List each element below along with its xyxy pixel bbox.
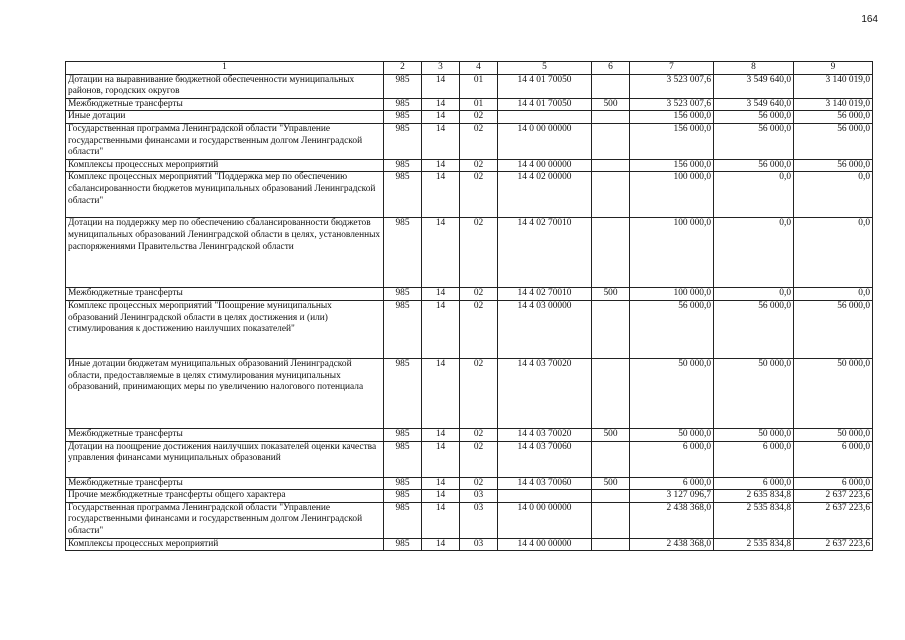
- amount-col9-cell: 56 000,0: [794, 300, 873, 358]
- amount-col8-cell: 3 549 640,0: [714, 98, 794, 111]
- subsection-code-cell: 03: [460, 538, 498, 551]
- table-body: [66, 74, 873, 551]
- gr-code-cell: 985: [384, 502, 422, 538]
- gr-code-cell: 985: [384, 300, 422, 358]
- item-name-cell: Дотации на выравнивание бюджетной обеспеченности муниципальных районов, городских округов: [66, 74, 384, 98]
- target-code-cell: 14 0 00 00000: [498, 123, 592, 159]
- expense-type-cell: [592, 74, 630, 98]
- subsection-code-cell: 02: [460, 218, 498, 288]
- amount-col7-cell: 100 000,0: [630, 218, 714, 288]
- section-code-cell: 14: [422, 428, 460, 441]
- gr-code-cell: 985: [384, 159, 422, 172]
- item-name-cell: Прочие межбюджетные трансферты общего характера: [66, 490, 384, 503]
- target-code-cell: 14 4 03 70020: [498, 358, 592, 428]
- item-name-cell: Иные дотации бюджетам муниципальных образований Ленинградской области, предоставляемые в целях стимулирования муниципальных образований, принимающих меры по увеличению налогового потенциала: [66, 358, 384, 428]
- section-code-cell: 14: [422, 441, 460, 477]
- amount-col9-cell: 56 000,0: [794, 123, 873, 159]
- amount-col8-cell: 56 000,0: [714, 300, 794, 358]
- section-code-cell: 14: [422, 490, 460, 503]
- header-cell: 6: [592, 62, 630, 75]
- amount-col7-cell: 50 000,0: [630, 358, 714, 428]
- target-code-cell: [498, 490, 592, 503]
- gr-code-cell: 985: [384, 123, 422, 159]
- amount-col9-cell: 2 637 223,6: [794, 538, 873, 551]
- amount-col9-cell: 56 000,0: [794, 111, 873, 124]
- subsection-code-cell: 02: [460, 300, 498, 358]
- header-cell: 3: [422, 62, 460, 75]
- amount-col7-cell: 156 000,0: [630, 111, 714, 124]
- header-cell: 8: [714, 62, 794, 75]
- amount-col9-cell: 0,0: [794, 288, 873, 301]
- subsection-code-cell: 01: [460, 74, 498, 98]
- amount-col9-cell: 0,0: [794, 218, 873, 288]
- item-name-cell: Комплексы процессных мероприятий: [66, 538, 384, 551]
- item-name-cell: Государственная программа Ленинградской области "Управление государственными финансами и государственным долгом Ленинградской области": [66, 123, 384, 159]
- table-row: [66, 111, 873, 124]
- amount-col7-cell: 156 000,0: [630, 159, 714, 172]
- item-name-cell: Дотации на поощрение достижения наилучших показателей оценки качества управления финансами муниципальных образований: [66, 441, 384, 477]
- subsection-code-cell: 02: [460, 441, 498, 477]
- subsection-code-cell: 02: [460, 358, 498, 428]
- gr-code-cell: 985: [384, 218, 422, 288]
- table-row: [66, 123, 873, 159]
- amount-col8-cell: 0,0: [714, 288, 794, 301]
- amount-col9-cell: 6 000,0: [794, 477, 873, 490]
- item-name-cell: Комплекс процессных мероприятий "Поддержка мер по обеспечению сбалансированности бюджетов муниципальных образований Ленинградской области": [66, 172, 384, 218]
- amount-col9-cell: 3 140 019,0: [794, 98, 873, 111]
- expense-type-cell: 500: [592, 477, 630, 490]
- amount-col7-cell: 156 000,0: [630, 123, 714, 159]
- subsection-code-cell: 02: [460, 172, 498, 218]
- subsection-code-cell: 02: [460, 111, 498, 124]
- target-code-cell: 14 4 02 70010: [498, 218, 592, 288]
- amount-col8-cell: 56 000,0: [714, 111, 794, 124]
- amount-col7-cell: 50 000,0: [630, 428, 714, 441]
- table-row: [66, 428, 873, 441]
- section-code-cell: 14: [422, 218, 460, 288]
- target-code-cell: 14 4 03 70060: [498, 441, 592, 477]
- expense-type-cell: [592, 300, 630, 358]
- header-cell: 1: [66, 62, 384, 75]
- table-row: [66, 300, 873, 358]
- section-code-cell: 14: [422, 159, 460, 172]
- amount-col8-cell: 2 635 834,8: [714, 490, 794, 503]
- subsection-code-cell: 02: [460, 428, 498, 441]
- expense-type-cell: 500: [592, 428, 630, 441]
- header-cell: 2: [384, 62, 422, 75]
- gr-code-cell: 985: [384, 441, 422, 477]
- item-name-cell: Межбюджетные трансферты: [66, 98, 384, 111]
- subsection-code-cell: 02: [460, 477, 498, 490]
- expense-type-cell: [592, 123, 630, 159]
- amount-col7-cell: 2 438 368,0: [630, 502, 714, 538]
- gr-code-cell: 985: [384, 428, 422, 441]
- expense-type-cell: [592, 172, 630, 218]
- gr-code-cell: 985: [384, 111, 422, 124]
- table-row: [66, 159, 873, 172]
- target-code-cell: 14 4 03 70060: [498, 477, 592, 490]
- gr-code-cell: 985: [384, 358, 422, 428]
- gr-code-cell: 985: [384, 288, 422, 301]
- section-code-cell: 14: [422, 172, 460, 218]
- table-row: [66, 358, 873, 428]
- header-cell: 9: [794, 62, 873, 75]
- gr-code-cell: 985: [384, 477, 422, 490]
- amount-col9-cell: 0,0: [794, 172, 873, 218]
- amount-col9-cell: 50 000,0: [794, 428, 873, 441]
- target-code-cell: 14 4 03 00000: [498, 300, 592, 358]
- amount-col8-cell: 0,0: [714, 218, 794, 288]
- amount-col8-cell: 2 535 834,8: [714, 538, 794, 551]
- amount-col8-cell: 6 000,0: [714, 477, 794, 490]
- item-name-cell: Комплексы процессных мероприятий: [66, 159, 384, 172]
- target-code-cell: 14 4 01 70050: [498, 98, 592, 111]
- expense-type-cell: [592, 358, 630, 428]
- target-code-cell: 14 4 00 00000: [498, 159, 592, 172]
- amount-col9-cell: 3 140 019,0: [794, 74, 873, 98]
- target-code-cell: [498, 111, 592, 124]
- amount-col7-cell: 100 000,0: [630, 288, 714, 301]
- amount-col7-cell: 6 000,0: [630, 477, 714, 490]
- expense-type-cell: [592, 218, 630, 288]
- amount-col8-cell: 56 000,0: [714, 123, 794, 159]
- amount-col9-cell: 2 637 223,6: [794, 490, 873, 503]
- amount-col8-cell: 0,0: [714, 172, 794, 218]
- amount-col9-cell: 56 000,0: [794, 159, 873, 172]
- amount-col8-cell: 56 000,0: [714, 159, 794, 172]
- section-code-cell: 14: [422, 358, 460, 428]
- table-row: [66, 98, 873, 111]
- amount-col7-cell: 100 000,0: [630, 172, 714, 218]
- amount-col8-cell: 6 000,0: [714, 441, 794, 477]
- amount-col8-cell: 50 000,0: [714, 428, 794, 441]
- section-code-cell: 14: [422, 98, 460, 111]
- amount-col7-cell: 3 523 007,6: [630, 98, 714, 111]
- amount-col8-cell: 2 535 834,8: [714, 502, 794, 538]
- section-code-cell: 14: [422, 538, 460, 551]
- item-name-cell: Дотации на поддержку мер по обеспечению сбалансированности бюджетов муниципальных образований Ленинградской области в целях, установленных распоряжениями Правительства Ленинградской области: [66, 218, 384, 288]
- amount-col7-cell: 2 438 368,0: [630, 538, 714, 551]
- section-code-cell: 14: [422, 74, 460, 98]
- gr-code-cell: 985: [384, 74, 422, 98]
- header-row: [66, 62, 873, 75]
- table-row: [66, 441, 873, 477]
- amount-col9-cell: 2 637 223,6: [794, 502, 873, 538]
- table-row: [66, 538, 873, 551]
- table-row: [66, 172, 873, 218]
- subsection-code-cell: 01: [460, 98, 498, 111]
- page-number: 164: [861, 14, 878, 25]
- section-code-cell: 14: [422, 123, 460, 159]
- item-name-cell: Межбюджетные трансферты: [66, 288, 384, 301]
- section-code-cell: 14: [422, 477, 460, 490]
- table-row: [66, 490, 873, 503]
- item-name-cell: Комплекс процессных мероприятий "Поощрение муниципальных образований Ленинградской области в целях достижения и (или) стимулирования к достижению наилучших показателей": [66, 300, 384, 358]
- table-row: [66, 74, 873, 98]
- amount-col7-cell: 3 127 096,7: [630, 490, 714, 503]
- target-code-cell: 14 4 00 00000: [498, 538, 592, 551]
- target-code-cell: 14 4 02 00000: [498, 172, 592, 218]
- expense-type-cell: [592, 490, 630, 503]
- header-cell: 5: [498, 62, 592, 75]
- target-code-cell: 14 4 01 70050: [498, 74, 592, 98]
- subsection-code-cell: 03: [460, 490, 498, 503]
- gr-code-cell: 985: [384, 490, 422, 503]
- expense-type-cell: 500: [592, 288, 630, 301]
- amount-col9-cell: 6 000,0: [794, 441, 873, 477]
- amount-col8-cell: 3 549 640,0: [714, 74, 794, 98]
- amount-col9-cell: 50 000,0: [794, 358, 873, 428]
- amount-col7-cell: 6 000,0: [630, 441, 714, 477]
- expense-type-cell: [592, 538, 630, 551]
- table-row: [66, 218, 873, 288]
- table-row: [66, 502, 873, 538]
- header-cell: 4: [460, 62, 498, 75]
- gr-code-cell: 985: [384, 538, 422, 551]
- table-row: [66, 477, 873, 490]
- section-code-cell: 14: [422, 300, 460, 358]
- item-name-cell: Межбюджетные трансферты: [66, 477, 384, 490]
- item-name-cell: Иные дотации: [66, 111, 384, 124]
- target-code-cell: 14 4 03 70020: [498, 428, 592, 441]
- header-cell: 7: [630, 62, 714, 75]
- target-code-cell: 14 0 00 00000: [498, 502, 592, 538]
- amount-col7-cell: 56 000,0: [630, 300, 714, 358]
- section-code-cell: 14: [422, 502, 460, 538]
- target-code-cell: 14 4 02 70010: [498, 288, 592, 301]
- table-row: [66, 288, 873, 301]
- item-name-cell: Государственная программа Ленинградской области "Управление государственными финансами и государственным долгом Ленинградской области": [66, 502, 384, 538]
- gr-code-cell: 985: [384, 172, 422, 218]
- subsection-code-cell: 02: [460, 159, 498, 172]
- subsection-code-cell: 02: [460, 123, 498, 159]
- section-code-cell: 14: [422, 111, 460, 124]
- expense-type-cell: [592, 441, 630, 477]
- subsection-code-cell: 02: [460, 288, 498, 301]
- section-code-cell: 14: [422, 288, 460, 301]
- expense-type-cell: [592, 502, 630, 538]
- item-name-cell: Межбюджетные трансферты: [66, 428, 384, 441]
- subsection-code-cell: 03: [460, 502, 498, 538]
- gr-code-cell: 985: [384, 98, 422, 111]
- amount-col8-cell: 50 000,0: [714, 358, 794, 428]
- expense-type-cell: [592, 159, 630, 172]
- expense-type-cell: [592, 111, 630, 124]
- amount-col7-cell: 3 523 007,6: [630, 74, 714, 98]
- expense-type-cell: 500: [592, 98, 630, 111]
- budget-table: [65, 61, 873, 551]
